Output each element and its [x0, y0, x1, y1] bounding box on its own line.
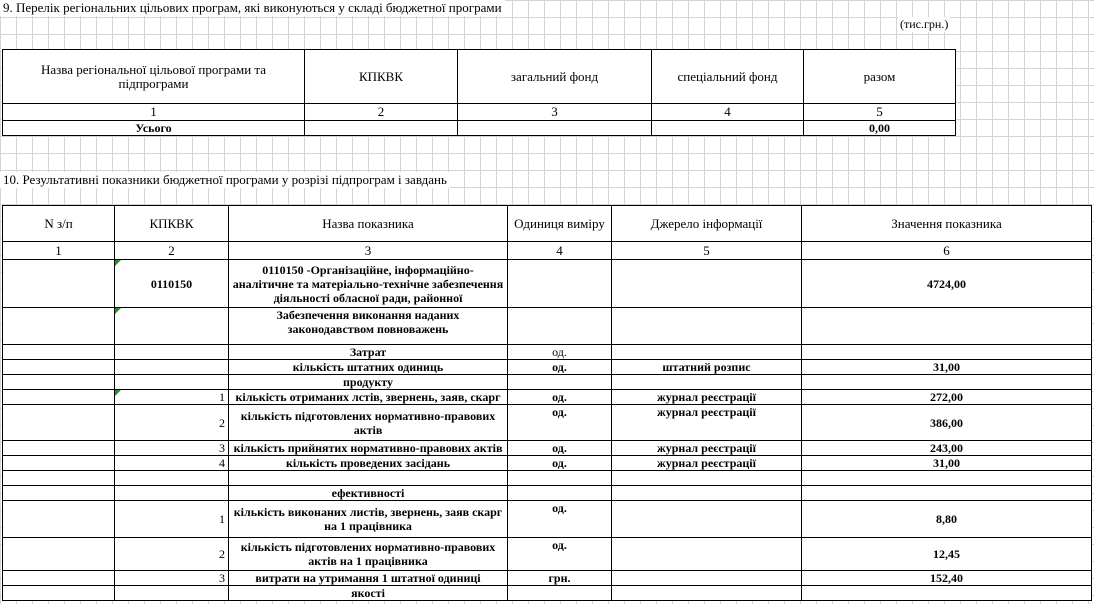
table-cell: [612, 571, 802, 586]
col-number: 3: [458, 104, 652, 121]
table-cell: [3, 345, 115, 360]
table-cell: [612, 375, 802, 390]
indicator-unit: од.: [508, 441, 612, 456]
table-cell: [115, 375, 229, 390]
table-cell: [508, 471, 612, 486]
col-number: 3: [229, 242, 508, 260]
table-cell: [612, 260, 802, 308]
indicator-unit: од.: [508, 538, 612, 571]
indicator-name: кількість підготовлених нормативно-правових актів на 1 працівника: [229, 538, 508, 571]
group-zatrat-unit: од.: [508, 345, 612, 360]
table-cell: [3, 260, 115, 308]
table-cell: [802, 471, 1092, 486]
table-cell: [612, 308, 802, 345]
col-number: 1: [3, 104, 305, 121]
table-cell: [802, 308, 1092, 345]
section9-title: 9. Перелік регіональних цільових програм, які виконуються у складі бюджетної програми: [0, 0, 505, 16]
col-number: 4: [508, 242, 612, 260]
col-number: 1: [3, 242, 115, 260]
indicator-source: журнал реєстрації: [612, 390, 802, 405]
indicator-number: 3: [115, 571, 229, 586]
col-header-general-fund: загальний фонд: [458, 50, 652, 104]
indicator-source: журнал реєстрації: [612, 405, 802, 441]
task-name: Забезпечення виконання наданих законодавством повноважень: [229, 308, 508, 345]
table-cell: [115, 360, 229, 375]
indicator-number: 1: [115, 390, 229, 405]
table-cell: [3, 571, 115, 586]
table-cell: [3, 375, 115, 390]
table-cell: [508, 375, 612, 390]
col-number: 2: [115, 242, 229, 260]
table-cell: [612, 471, 802, 486]
indicator-name: кількість отриманих лстів, звернень, заяв, скарг: [229, 390, 508, 405]
indicator-value: 386,00: [802, 405, 1092, 441]
table-cell: [508, 486, 612, 501]
col-header-kpkvk: КПКВК: [115, 206, 229, 242]
group-yakosti: якості: [229, 586, 508, 601]
indicator-unit: од.: [508, 390, 612, 405]
indicator-name: кількість виконаних листів, звернень, заяв скарг на 1 працівника: [229, 501, 508, 538]
total-cell: [652, 121, 804, 136]
table-cell: [612, 501, 802, 538]
col-header-special-fund: спеціальний фонд: [652, 50, 804, 104]
indicator-value: 243,00: [802, 441, 1092, 456]
table-cell: [3, 456, 115, 471]
regional-programs-table: [2, 49, 956, 136]
col-number: 6: [802, 242, 1092, 260]
indicator-unit: од.: [508, 405, 612, 441]
total-label: Усього: [3, 121, 305, 136]
table-cell: [115, 486, 229, 501]
group-efektyvnosti: ефективності: [229, 486, 508, 501]
col-header-indicator-name: Назва показника: [229, 206, 508, 242]
indicator-number: 1: [115, 501, 229, 538]
indicator-value: 12,45: [802, 538, 1092, 571]
table-cell: [802, 486, 1092, 501]
table-cell: [612, 345, 802, 360]
table-cell: [3, 360, 115, 375]
table-cell: [802, 375, 1092, 390]
total-cell: [305, 121, 458, 136]
group-produktu: продукту: [229, 375, 508, 390]
indicator-name: витрати на утримання 1 штатної одиниці: [229, 571, 508, 586]
indicator-source: штатний розпис: [612, 360, 802, 375]
col-number: 5: [804, 104, 956, 121]
table-cell: [3, 486, 115, 501]
col-header-number: N з/п: [3, 206, 115, 242]
program-value: 4724,00: [802, 260, 1092, 308]
indicator-unit: грн.: [508, 571, 612, 586]
table-cell: [508, 260, 612, 308]
table-cell: [3, 471, 115, 486]
col-number: 5: [612, 242, 802, 260]
table-cell: [3, 405, 115, 441]
table-cell: [115, 471, 229, 486]
table-cell: [508, 308, 612, 345]
indicator-unit: од.: [508, 456, 612, 471]
indicator-number: 4: [115, 456, 229, 471]
col-header-program-name: Назва регіональної цільової програми та підпрограми: [3, 50, 305, 104]
indicator-number: 2: [115, 405, 229, 441]
indicator-number: 3: [115, 441, 229, 456]
indicator-value: 272,00: [802, 390, 1092, 405]
table-cell: [3, 308, 115, 345]
col-number: 4: [652, 104, 804, 121]
indicator-source: журнал реєстрації: [612, 441, 802, 456]
table-cell: [3, 538, 115, 571]
indicator-value: 8,80: [802, 501, 1092, 538]
section9-unit-note: (тис.грн.): [900, 17, 949, 31]
col-header-kpkvk: КПКВК: [305, 50, 458, 104]
col-number: 2: [305, 104, 458, 121]
total-cell: [458, 121, 652, 136]
total-value: 0,00: [804, 121, 956, 136]
group-zatrat: Затрат: [229, 345, 508, 360]
indicator-unit: од.: [508, 360, 612, 375]
table-cell: [229, 471, 508, 486]
table-cell: [115, 345, 229, 360]
indicator-name: кількість проведених засідань: [229, 456, 508, 471]
col-header-unit: Одиниця виміру: [508, 206, 612, 242]
indicator-number: 2: [115, 538, 229, 571]
table-cell: [115, 308, 229, 345]
table-cell: [802, 586, 1092, 601]
performance-indicators-table: [2, 205, 1092, 601]
table-cell: [3, 501, 115, 538]
indicator-value: 152,40: [802, 571, 1092, 586]
table-cell: [612, 538, 802, 571]
program-code: 0110150: [115, 260, 229, 308]
table-cell: [612, 586, 802, 601]
indicator-name: кількість підготовлених нормативно-правових актів: [229, 405, 508, 441]
col-header-total: разом: [804, 50, 956, 104]
indicator-value: 31,00: [802, 456, 1092, 471]
table-cell: [115, 586, 229, 601]
indicator-name: кількість прийнятих нормативно-правових актів: [229, 441, 508, 456]
table-cell: [3, 390, 115, 405]
program-name: 0110150 -Організаційне, інформаційно-аналітичне та матеріально-технічне забезпечення діяльності обласної ради, районної: [229, 260, 508, 308]
table-cell: [3, 586, 115, 601]
indicator-source: журнал реєстрації: [612, 456, 802, 471]
table-cell: [508, 586, 612, 601]
table-cell: [3, 441, 115, 456]
indicator-name: кількість штатних одиниць: [229, 360, 508, 375]
table-cell: [612, 486, 802, 501]
section10-title: 10. Результативні показники бюджетної програми у розрізі підпрограм і завдань: [0, 172, 450, 188]
col-header-source: Джерело інформації: [612, 206, 802, 242]
col-header-value: Значення показника: [802, 206, 1092, 242]
table-cell: [802, 345, 1092, 360]
indicator-value: 31,00: [802, 360, 1092, 375]
indicator-unit: од.: [508, 501, 612, 538]
